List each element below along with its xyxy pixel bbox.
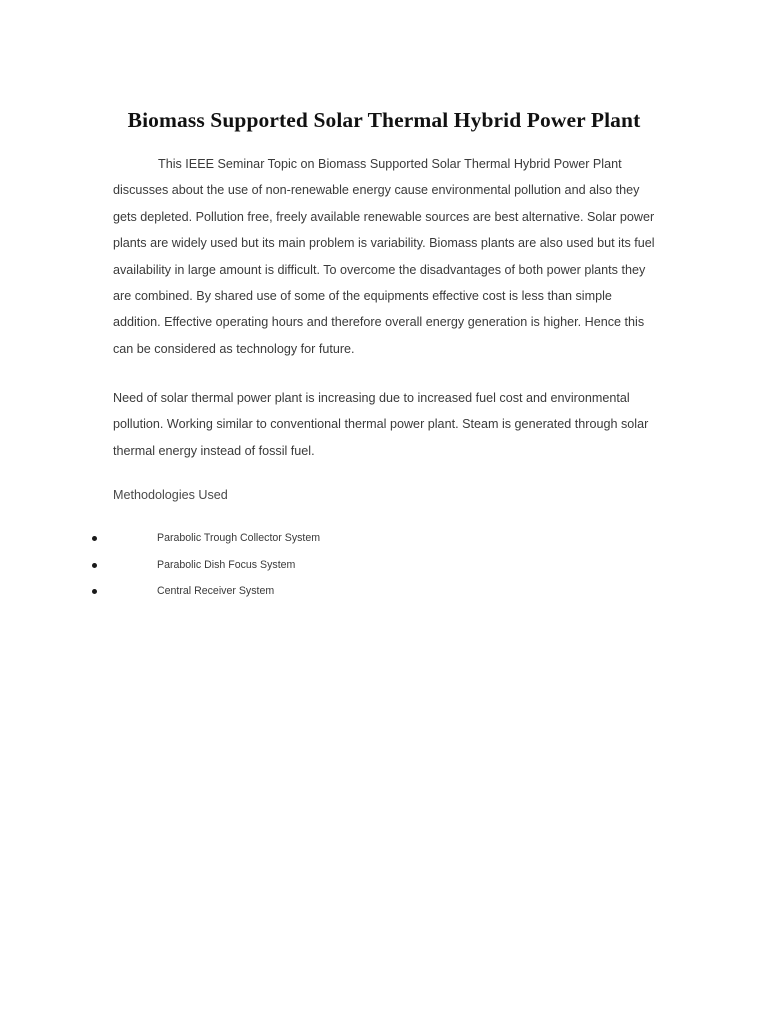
methodologies-list (0, 530, 768, 610)
need-paragraph: Need of solar thermal power plant is increasing due to increased fuel cost and environmental pollution. Working similar to conventional thermal power plant. Steam is generated through solar thermal energy instead of fossil fuel. (113, 391, 649, 458)
bullet-icon (92, 536, 97, 541)
list-item-label: Central Receiver System (157, 585, 275, 597)
list-item (0, 557, 768, 584)
bullet-icon (92, 589, 97, 594)
bullet-icon (92, 563, 97, 568)
list-item (0, 583, 768, 610)
intro-paragraph: This IEEE Seminar Topic on Biomass Supported Solar Thermal Hybrid Power Plant discusses about the use of non-renewable energy cause environmental pollution and also they gets depleted. Pollution free, freely available renewable sources are best alternative. Solar power plants are widely used but its main problem is variability. Biomass plants are also used but its fuel availability in large amount is difficult. To overcome the disadvantages of both power plants they are combined. By shared use of some of the equipments effective cost is less than simple addition. Effective operating hours and therefore overall energy generation is higher. Hence this can be considered as technology for future. (113, 157, 655, 356)
list-item (0, 530, 768, 557)
document-title: Biomass Supported Solar Thermal Hybrid Power Plant (127, 108, 641, 132)
list-item-label: Parabolic Dish Focus System (157, 558, 296, 571)
list-item-label: Parabolic Trough Collector System (157, 532, 321, 544)
methodologies-heading: Methodologies Used (113, 488, 228, 502)
